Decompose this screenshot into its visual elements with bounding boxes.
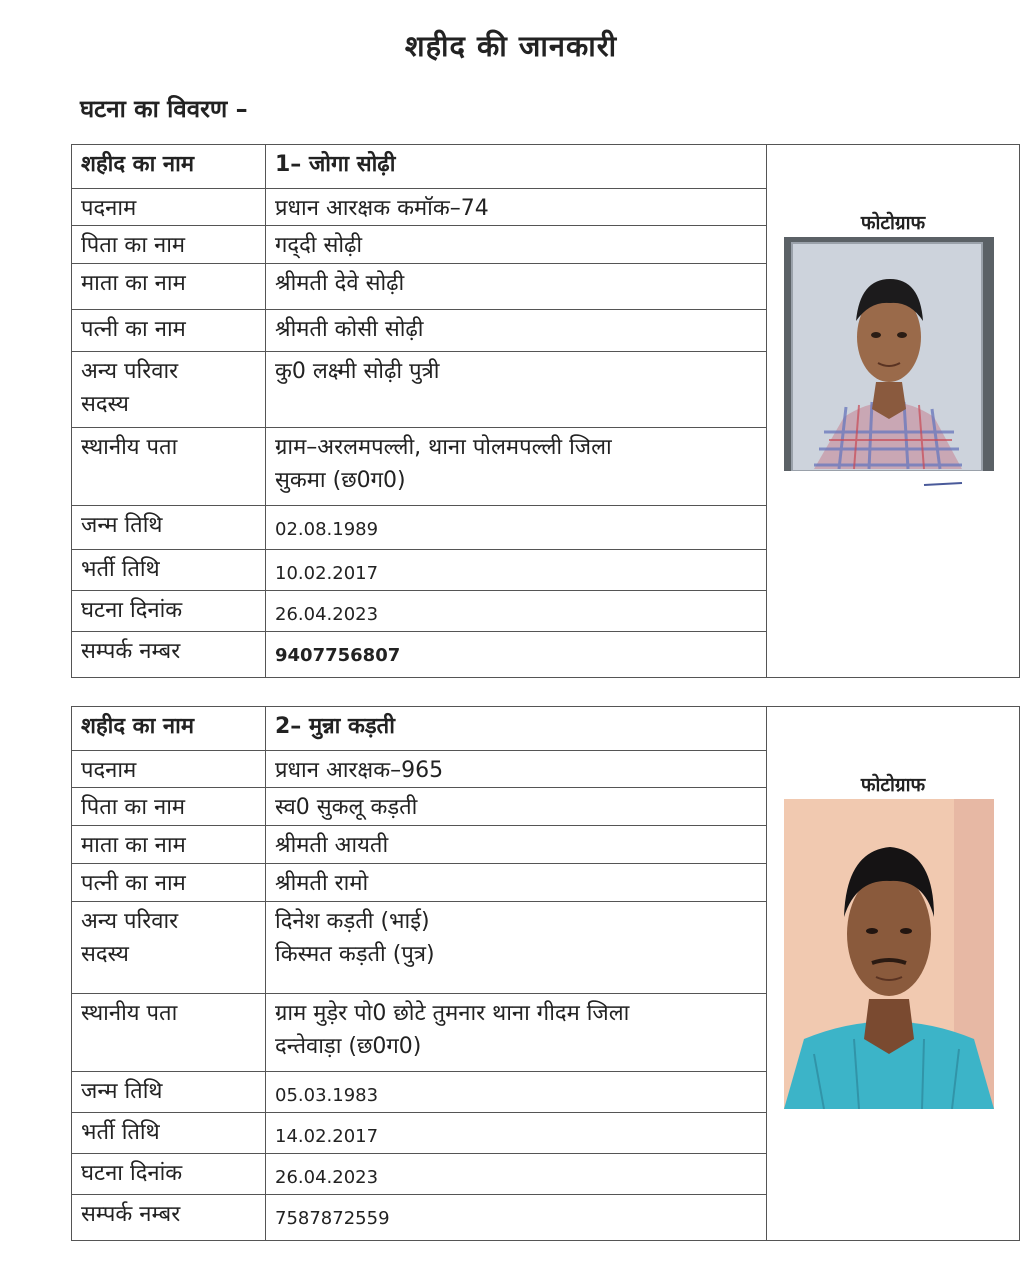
- wife-value: श्रीमती रामो: [266, 864, 767, 902]
- incident-details-heading: घटना का विवरण –: [80, 95, 248, 123]
- designation-label: पदनाम: [72, 751, 266, 788]
- joining-label: भर्ती तिथि: [72, 550, 266, 591]
- mother-label: माता का नाम: [72, 264, 266, 310]
- address-label: स्थानीय पता: [72, 428, 266, 506]
- designation-value: प्रधान आरक्षक कमॉक–74: [266, 189, 767, 226]
- address-value: [266, 994, 767, 1072]
- name-label: शहीद का नाम: [72, 145, 266, 189]
- dob-value: 02.08.1989: [266, 506, 767, 550]
- address-label: स्थानीय पता: [72, 994, 266, 1072]
- family-member: दिनेश कड़ती (भाई): [275, 909, 430, 934]
- dob-value: 05.03.1983: [266, 1072, 767, 1113]
- incident-value: 26.04.2023: [266, 591, 767, 632]
- family-label: [72, 902, 266, 994]
- martyr-name: 2– मुन्ना कड़ती: [266, 707, 767, 751]
- joining-value: 10.02.2017: [266, 550, 767, 591]
- wife-value: श्रीमती कोसी सोढ़ी: [266, 310, 767, 352]
- father-value: गद्‌दी सोढ़ी: [266, 226, 767, 264]
- martyr-photo-1: [784, 237, 994, 497]
- incident-value: 26.04.2023: [266, 1154, 767, 1195]
- page-title: शहीद की जानकारी: [404, 29, 618, 63]
- photo-label: फोटोग्राफ: [860, 774, 926, 796]
- family-value: [266, 902, 767, 994]
- family-label-line1: अन्य परिवार: [81, 359, 179, 384]
- family-member: कु0 लक्ष्मी सोढ़ी पुत्री: [275, 359, 440, 384]
- family-label-line1: अन्य परिवार: [81, 909, 179, 934]
- family-value: [266, 352, 767, 428]
- mother-value: श्रीमती आयती: [266, 826, 767, 864]
- family-member: किस्मत कड़ती (पुत्र): [275, 942, 435, 967]
- family-label: [72, 352, 266, 428]
- name-label: शहीद का नाम: [72, 707, 266, 751]
- designation-label: पदनाम: [72, 189, 266, 226]
- joining-value: 14.02.2017: [266, 1113, 767, 1154]
- photo-cell: [767, 145, 1020, 678]
- contact-value: 7587872559: [266, 1195, 767, 1241]
- martyr-name: 1– जोगा सोढ़ी: [266, 145, 767, 189]
- contact-label: सम्पर्क नम्बर: [72, 632, 266, 678]
- wife-label: पत्नी का नाम: [72, 310, 266, 352]
- address-line1: ग्राम मुड़ेर पो0 छोटे तुमनार थाना गीदम जिला: [275, 1001, 630, 1026]
- joining-label: भर्ती तिथि: [72, 1113, 266, 1154]
- wife-label: पत्नी का नाम: [72, 864, 266, 902]
- father-label: पिता का नाम: [72, 226, 266, 264]
- martyr-photo-2: [784, 799, 994, 1109]
- dob-label: जन्म तिथि: [72, 1072, 266, 1113]
- photo-label: फोटोग्राफ: [860, 212, 926, 234]
- incident-label: घटना दिनांक: [72, 1154, 266, 1195]
- contact-value: 9407756807: [266, 632, 767, 678]
- father-value: स्व0 सुकलू कड़ती: [266, 788, 767, 826]
- family-label-line2: सदस्य: [81, 392, 129, 417]
- incident-label: घटना दिनांक: [72, 591, 266, 632]
- photo-cell: [767, 707, 1020, 1241]
- address-value: [266, 428, 767, 506]
- martyr-record-1: [71, 144, 1020, 678]
- father-label: पिता का नाम: [72, 788, 266, 826]
- family-label-line2: सदस्य: [81, 942, 129, 967]
- designation-value: प्रधान आरक्षक–965: [266, 751, 767, 788]
- martyr-record-2: [71, 706, 1020, 1241]
- dob-label: जन्म तिथि: [72, 506, 266, 550]
- address-line2: सुकमा (छ0ग0): [275, 468, 406, 493]
- mother-label: माता का नाम: [72, 826, 266, 864]
- address-line2: दन्तेवाड़ा (छ0ग0): [275, 1034, 422, 1059]
- contact-label: सम्पर्क नम्बर: [72, 1195, 266, 1241]
- address-line1: ग्राम–अरलमपल्ली, थाना पोलमपल्ली जिला: [275, 435, 612, 460]
- mother-value: श्रीमती देवे सोढ़ी: [266, 264, 767, 310]
